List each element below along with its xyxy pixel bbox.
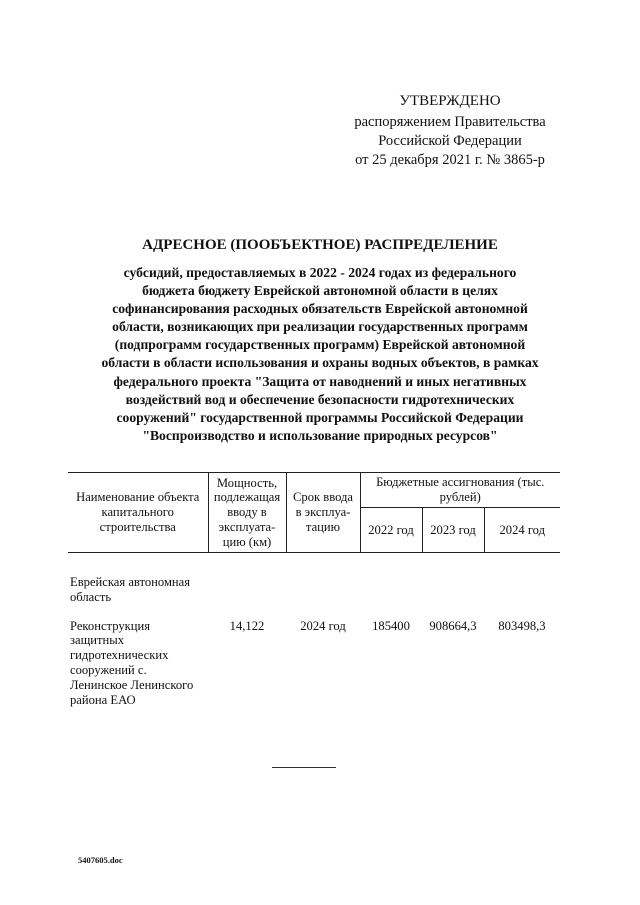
allocation-table (68, 472, 560, 707)
term-value: 2024 год (300, 618, 346, 633)
subtitle-line: "Воспроизводство и использование природных ресурсов" (142, 427, 498, 443)
subtitle-line: субсидий, предоставляемых в 2022 - 2024 годах из федерального (123, 265, 517, 280)
region-row (68, 575, 560, 605)
approval-block (330, 92, 570, 170)
header-2023: 2023 год (422, 508, 484, 553)
header-term: Срок ввода в эксплуа-тацию (286, 473, 360, 553)
subtitle-line: (подпрограмм государственных программ) Еврейской автономной (114, 337, 526, 353)
capacity-value: 14,122 (229, 618, 265, 633)
subtitle-line: федерального проекта "Защита от наводнений и иных негативных (113, 373, 527, 389)
subtitle-line: области в области использования и охраны водных объектов, в рамках (101, 355, 539, 371)
header-2024: 2024 год (484, 508, 560, 553)
header-capacity: Мощность, подлежащая вводу в эксплуата-цию (км) (208, 473, 286, 553)
subtitle-line: бюджета бюджету Еврейской автономной области в целях (142, 283, 498, 299)
subtitle-line: сооружений" государственной программы Российской Федерации (116, 409, 524, 425)
approval-line-3: от 25 декабря 2021 г. № 3865-р (355, 152, 545, 168)
subtitle-line: области, возникающих при реализации государственных программ (112, 319, 528, 335)
budget-2022-value: 185400 (372, 618, 410, 633)
end-divider (272, 767, 336, 768)
approval-stamp: УТВЕРЖДЕНО (399, 93, 501, 109)
table-row (68, 619, 560, 708)
budget-2024-value: 803498,3 (498, 618, 546, 633)
approval-line-2: Российской Федерации (378, 133, 522, 149)
header-budget: Бюджетные ассигнования (тыс. рублей) (360, 473, 560, 508)
region-name: Еврейская автономная область (70, 575, 191, 604)
approval-line-1: распоряжением Правительства (354, 114, 546, 130)
budget-2023-value: 908664,3 (429, 618, 477, 633)
subtitle-line: софинансирования расходных обязательств Еврейской автономной (112, 301, 528, 317)
document-subtitle (70, 264, 570, 445)
document-title: АДРЕСНОЕ (ПООБЪЕКТНОЕ) РАСПРЕДЕЛЕНИЕ (142, 237, 498, 253)
document-code: 5407605.doc (78, 855, 123, 865)
object-name: Реконструкция защитных гидротехнических сооружений с. Ленинское Ленинского района ЕАО (70, 618, 194, 707)
header-name: Наименование объекта капитального строительства (68, 473, 208, 553)
header-2022: 2022 год (360, 508, 422, 553)
subtitle-line: воздействий вод и обеспечение безопасности гидротехнических (125, 391, 515, 407)
